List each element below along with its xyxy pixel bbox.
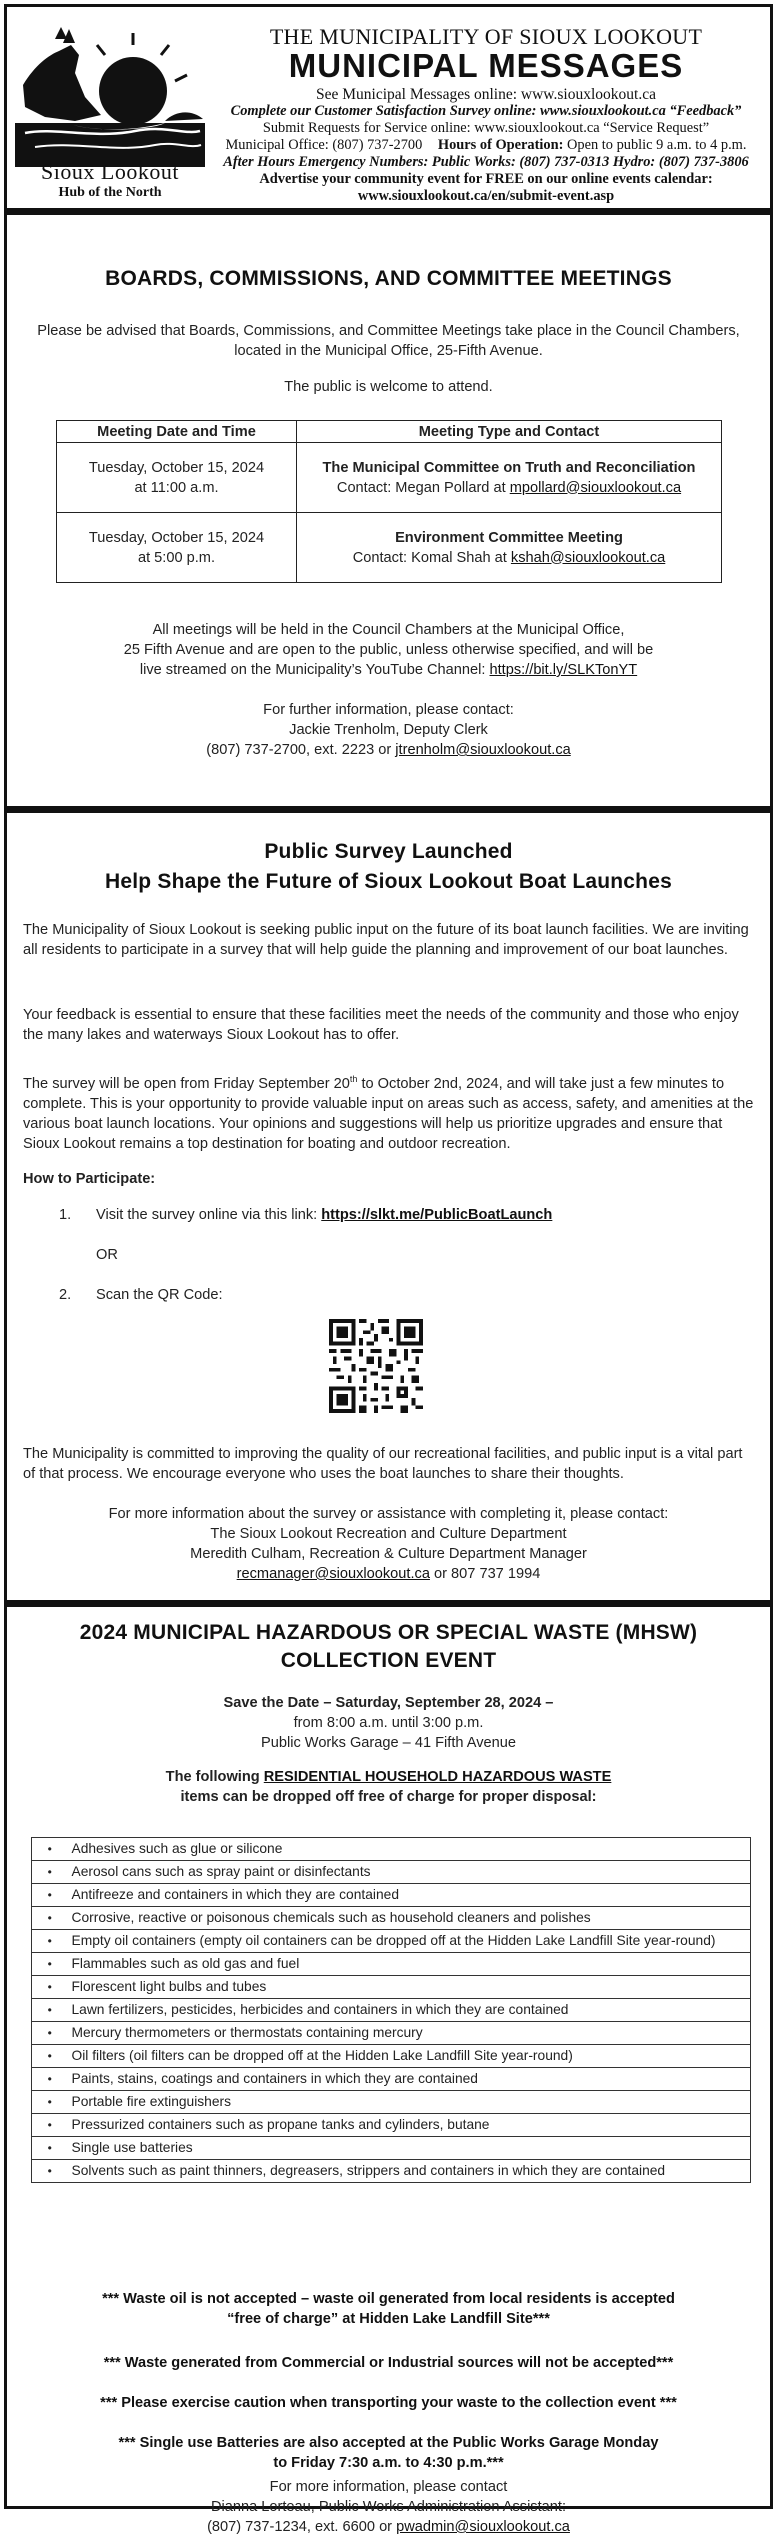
contact-line (7, 2517, 770, 2537)
waste-item-text: Corrosive, reactive or poisonous chemicals such as household cleaners and polishes (68, 1907, 751, 1930)
step-number: 1. (59, 1207, 72, 1223)
step-1 (96, 1207, 552, 1223)
contact-email-link[interactable]: recmanager@siouxlookout.ca (236, 1566, 430, 1582)
meeting-type: Environment Committee Meeting (395, 529, 623, 546)
survey-dates-text-cont: to October 2nd, 2024, and will take just a few minutes to complete. This is your opportunity to provide valuable input on areas such as access, safety, and amenities at the various boat launch locations. Your opinions and suggestions will help us prioritize upgrades and ensure that Sioux Lookout remains a top destination for boating and outdoor recreation. (23, 1075, 754, 1152)
bullet-icon: • (32, 1999, 68, 2022)
hours-label: Hours of Operation: (437, 137, 564, 153)
survey-paragraph: Your feedback is essential to ensure that these facilities meet the needs of the community and those who enjoy the many lakes and waterways Sioux Lookout has to offer. (23, 1007, 739, 1043)
notice-line: *** Waste oil is not accepted – waste oil generated from local residents is accepted (102, 2291, 675, 2307)
contact-name: Dianna Lorteau, Public Works Administration Assistant: (210, 2499, 567, 2515)
list-item (32, 2045, 751, 2068)
municipality-title: THE MUNICIPALITY OF SIOUX LOOKOUT (269, 24, 703, 49)
contact-department: The Sioux Lookout Recreation and Culture Department (210, 1526, 567, 1542)
logo-emblem-icon (15, 25, 205, 167)
save-the-date: Save the Date – Saturday, September 28, 2024 – (223, 1695, 554, 1711)
list-item (32, 2114, 751, 2137)
feedback-survey-line: Complete our Customer Satisfaction Survey online: www.siouxlookout.ca “Feedback” (230, 103, 742, 119)
waste-item-text: Oil filters (oil filters can be dropped off at the Hidden Lake Landfill Site year-round) (68, 2045, 751, 2068)
contact-prefix: Contact: Megan Pollard at (336, 479, 506, 496)
ordinal-suffix: th (349, 1074, 358, 1084)
bullet-icon: • (32, 1861, 68, 1884)
list-item (32, 1907, 751, 1930)
note-line (7, 660, 770, 680)
contact-email-link[interactable]: mpollard@siouxlookout.ca (509, 479, 682, 496)
bullet-icon: • (32, 2137, 68, 2160)
bullet-icon: • (32, 2091, 68, 2114)
bullet-icon: • (32, 2114, 68, 2137)
list-item (32, 2068, 751, 2091)
bullet-icon: • (32, 1838, 68, 1861)
survey-title-line: Public Survey Launched (264, 840, 513, 863)
waste-item-text: Pressurized containers such as propane tanks and cylinders, butane (68, 2114, 751, 2137)
note-line: All meetings will be held in the Council Chambers at the Municipal Office, (152, 622, 625, 638)
batteries-notice (7, 2433, 770, 2473)
waste-item-text: Lawn fertilizers, pesticides, herbicides and containers in which they are contained (68, 1999, 751, 2022)
bullet-icon: • (32, 1953, 68, 1976)
boards-title: BOARDS, COMMISSIONS, AND COMMITTEE MEETINGS (105, 267, 672, 290)
list-item (32, 2091, 751, 2114)
boards-intro-line: Please be advised that Boards, Commissions, and Committee Meetings take place in the Council Chambers, (37, 323, 740, 339)
notice-line: “free of charge” at Hidden Lake Landfill Site*** (227, 2311, 550, 2327)
contact-intro: For more information about the survey or assistance with completing it, please contact: (108, 1506, 669, 1522)
waste-oil-notice (7, 2289, 770, 2329)
meeting-date-cell (57, 443, 297, 513)
survey-paragraph: The Municipality of Sioux Lookout is seeking public input on the future of its boat launch facilities. We are inviting all residents to participate in a survey that will help guide the planning and improvement of our boat launches. (23, 922, 749, 958)
survey-paragraph (23, 1069, 758, 1154)
commercial-waste-notice: *** Waste generated from Commercial or Industrial sources will not be accepted*** (103, 2355, 674, 2371)
step-number: 2. (59, 1287, 72, 1303)
boards-intro-line: located in the Municipal Office, 25-Fifth Avenue. (234, 343, 543, 359)
meeting-date: Tuesday, October 15, 2024 (88, 529, 265, 546)
emergency-numbers-line: After Hours Emergency Numbers: Public Works: (807) 737-0313 Hydro: (807) 737-3806 (223, 154, 749, 170)
intro-highlight: RESIDENTIAL HOUSEHOLD HAZARDOUS WASTE (263, 1769, 612, 1785)
contact-phone: or 807 737 1994 (434, 1566, 541, 1582)
masthead-box (4, 4, 773, 211)
notice-line: to Friday 7:30 a.m. to 4:30 p.m.*** (273, 2455, 504, 2471)
logo-wordmark: Sioux Lookout (41, 159, 179, 184)
bullet-icon: • (32, 1930, 68, 1953)
survey-dates-text: The survey will be open from Friday September 20 (23, 1075, 350, 1092)
table-row (57, 443, 722, 513)
waste-item-text: Portable fire extinguishers (68, 2091, 751, 2114)
step-or: OR (96, 1247, 118, 1263)
meeting-type-cell (297, 443, 722, 513)
contact-intro: For further information, please contact: (263, 702, 514, 718)
contact-line (7, 1564, 770, 1584)
survey-contact-block (7, 1504, 770, 1584)
column-header-type: Meeting Type and Contact (297, 421, 722, 443)
accepted-items-table (31, 1837, 751, 2183)
waste-item-text: Antifreeze and containers in which they are contained (68, 1884, 751, 1907)
waste-title-line: 2024 MUNICIPAL HAZARDOUS OR SPECIAL WASTE (MHSW) (79, 1621, 698, 1644)
youtube-prefix: live streamed on the Municipality’s YouTube Channel: (139, 662, 486, 678)
event-location: Public Works Garage – 41 Fifth Avenue (261, 1735, 516, 1751)
table-row (57, 513, 722, 583)
step-1-text: Visit the survey online via this link: (96, 1207, 318, 1223)
office-phone: Municipal Office: (807) 737-2700 (225, 137, 423, 153)
list-item (32, 1884, 751, 1907)
contact-phone: (807) 737-2700, ext. 2223 or (206, 742, 392, 758)
contact-email-link[interactable]: jtrenholm@siouxlookout.ca (395, 742, 571, 758)
list-item (32, 1976, 751, 1999)
waste-item-text: Empty oil containers (empty oil containers can be dropped off at the Hidden Lake Landfill Site year-round) (68, 1930, 751, 1953)
waste-item-text: Paints, stains, coatings and containers in which they are contained (68, 2068, 751, 2091)
waste-title-line: COLLECTION EVENT (280, 1649, 497, 1672)
events-url[interactable]: www.siouxlookout.ca/en/submit-event.asp (357, 188, 615, 204)
survey-paragraph: The Municipality is committed to improving the quality of our recreational facilities, and public input is a vital part of that process. We encourage everyone who uses the boat launches to share their thoughts. (23, 1446, 743, 1482)
hazardous-waste-section (4, 1603, 773, 2535)
contact-intro: For more information, please contact (269, 2479, 508, 2495)
intro-prefix: The following (165, 1769, 260, 1785)
waste-title (7, 1619, 770, 1675)
meeting-date: Tuesday, October 15, 2024 (88, 459, 265, 476)
event-hours: from 8:00 a.m. until 3:00 p.m. (293, 1715, 484, 1731)
contact-phone: (807) 737-1234, ext. 6600 or (207, 2519, 393, 2535)
public-welcome-text: The public is welcome to attend. (284, 379, 493, 395)
advertise-line: Advertise your community event for FREE on our online events calendar: (259, 171, 713, 187)
meeting-time: at 11:00 a.m. (134, 479, 219, 496)
list-item (32, 1861, 751, 1884)
note-line: 25 Fifth Avenue and are open to the public, unless otherwise specified, and will be (123, 642, 654, 658)
step-2-text: Scan the QR Code: (96, 1287, 223, 1303)
meeting-time: at 5:00 p.m. (137, 549, 216, 566)
contact-name: Jackie Trenholm, Deputy Clerk (289, 722, 488, 738)
office-hours-line (203, 137, 769, 154)
list-item (32, 2160, 751, 2183)
meetings-note (7, 620, 770, 680)
how-to-participate-label: How to Participate: (23, 1171, 156, 1187)
boards-contact-block (7, 700, 770, 760)
list-item (32, 2022, 751, 2045)
list-item (32, 1999, 751, 2022)
waste-item-text: Adhesives such as glue or silicone (68, 1838, 751, 1861)
meeting-type: The Municipal Committee on Truth and Reconciliation (322, 459, 696, 476)
bullet-icon: • (32, 2160, 68, 2183)
meeting-date-cell (57, 513, 297, 583)
hours-value: Open to public 9 a.m. to 4 p.m. (567, 137, 747, 153)
list-item (32, 2137, 751, 2160)
contact-email-link[interactable]: pwadmin@siouxlookout.ca (396, 2519, 570, 2535)
contact-prefix: Contact: Komal Shah at (352, 549, 507, 566)
meeting-contact (297, 478, 721, 498)
see-messages-line: See Municipal Messages online: www.siouxlookout.ca (316, 86, 656, 103)
contact-email-link[interactable]: kshah@siouxlookout.ca (510, 549, 666, 566)
service-request-line: Submit Requests for Service online: www.siouxlookout.ca “Service Request” (262, 120, 710, 136)
bullet-icon: • (32, 1907, 68, 1930)
waste-item-text: Mercury thermometers or thermostats containing mercury (68, 2022, 751, 2045)
survey-title (7, 837, 770, 897)
event-details (7, 1693, 770, 1753)
list-item (32, 1930, 751, 1953)
meetings-table-header (57, 421, 722, 443)
bullet-icon: • (32, 2045, 68, 2068)
waste-item-text: Florescent light bulbs and tubes (68, 1976, 751, 1999)
youtube-link[interactable]: https://bit.ly/SLKTonYT (489, 662, 638, 678)
list-item (32, 1953, 751, 1976)
municipality-logo (15, 25, 205, 200)
meetings-table (56, 420, 722, 583)
survey-subtitle: Help Shape the Future of Sioux Lookout Boat Launches (105, 870, 672, 893)
newsletter-title: MUNICIPAL MESSAGES (288, 47, 684, 84)
waste-item-text: Single use batteries (68, 2137, 751, 2160)
notice-line: *** Single use Batteries are also accepted at the Public Works Garage Monday (118, 2435, 659, 2451)
column-header-date: Meeting Date and Time (57, 421, 297, 443)
masthead-text (203, 25, 769, 205)
survey-link[interactable]: https://slkt.me/PublicBoatLaunch (321, 1207, 553, 1223)
boards-meetings-section (4, 211, 773, 809)
contact-line (7, 740, 770, 760)
meeting-contact (297, 548, 721, 568)
bullet-icon: • (32, 2068, 68, 2091)
contact-name: Meredith Culham, Recreation & Culture Department Manager (190, 1546, 587, 1562)
qr-code-icon[interactable] (329, 1319, 423, 1413)
transport-caution-notice: *** Please exercise caution when transporting your waste to the collection event *** (100, 2395, 677, 2411)
list-item (32, 1838, 751, 1861)
boards-intro (17, 321, 760, 361)
waste-item-text: Solvents such as paint thinners, degreasers, strippers and containers in which they are contained (68, 2160, 751, 2183)
logo-tagline: Hub of the North (58, 185, 162, 200)
accepted-items-intro (7, 1767, 770, 1807)
bullet-icon: • (32, 1884, 68, 1907)
meeting-type-cell (297, 513, 722, 583)
waste-item-text: Flammables such as old gas and fuel (68, 1953, 751, 1976)
intro-suffix: items can be dropped off free of charge for proper disposal: (180, 1789, 597, 1805)
boat-launch-survey-section (4, 809, 773, 1603)
bullet-icon: • (32, 2022, 68, 2045)
waste-item-text: Aerosol cans such as spray paint or disinfectants (68, 1861, 751, 1884)
waste-contact-block (7, 2477, 770, 2537)
bullet-icon: • (32, 1976, 68, 1999)
